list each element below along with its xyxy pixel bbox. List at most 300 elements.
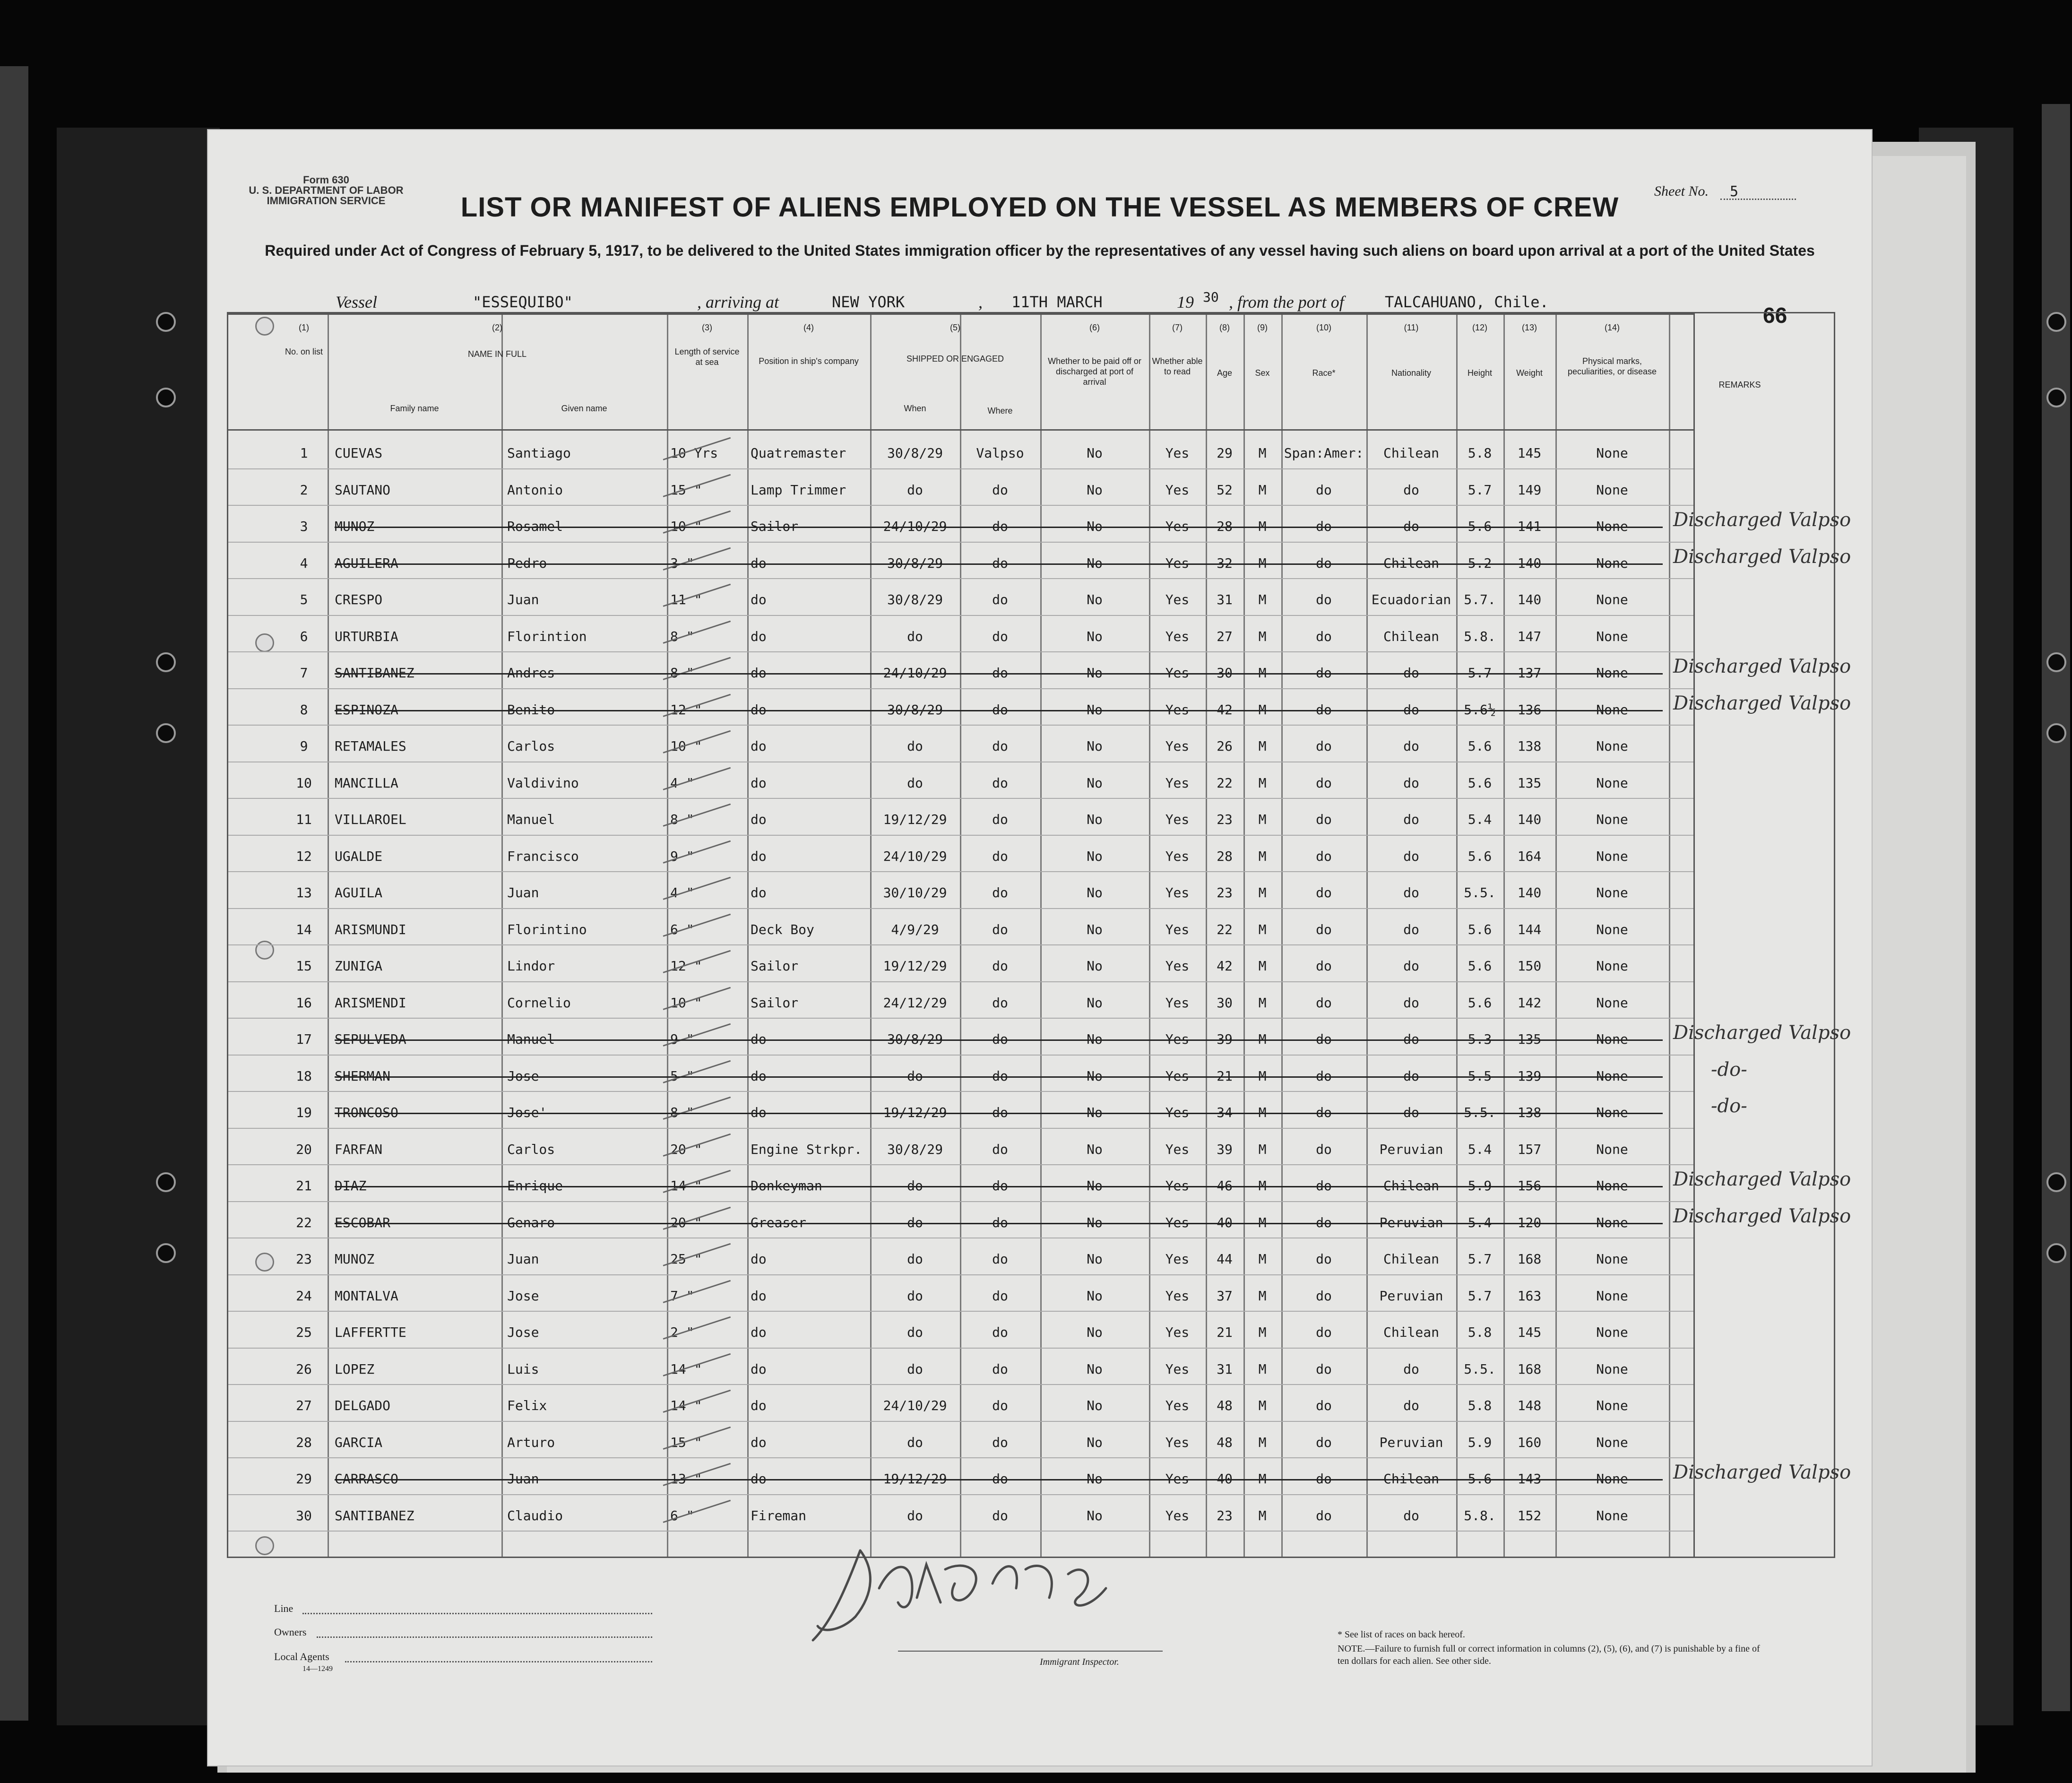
cell-paid: No — [1087, 1324, 1103, 1340]
service-label: IMMIGRATION SERVICE — [267, 195, 386, 207]
cell-age: 44 — [1217, 1251, 1233, 1267]
cell-nationality: Chilean — [1383, 628, 1439, 644]
cell-service: 10 " — [670, 738, 702, 754]
row-rule — [228, 542, 1693, 543]
cell-nationality: do — [1403, 1068, 1419, 1084]
col-when-header: When — [904, 404, 926, 413]
cell-height: 5.6 — [1468, 958, 1492, 974]
col8-number: (8) — [1219, 323, 1230, 332]
cell-paid: No — [1087, 665, 1103, 681]
cell-given: Jose' — [507, 1105, 547, 1120]
cell-age: 31 — [1217, 592, 1233, 607]
cell-paid: No — [1087, 1507, 1103, 1523]
cell-nationality: do — [1403, 995, 1419, 1011]
cell-read: Yes — [1165, 995, 1190, 1011]
cell-position: Sailor — [751, 519, 799, 534]
cell-no: 4 — [300, 555, 308, 571]
cell-read: Yes — [1165, 1105, 1190, 1120]
cell-race: do — [1316, 628, 1332, 644]
cell-where: do — [992, 1068, 1008, 1084]
cell-given: Antonio — [507, 482, 563, 498]
cell-service: 15 " — [670, 1434, 702, 1450]
cell-weight: 140 — [1517, 555, 1542, 571]
remark-text: Discharged Valpso — [1673, 1168, 1851, 1190]
inspector-signature — [803, 1532, 1182, 1654]
cell-read: Yes — [1165, 519, 1190, 534]
cell-paid: No — [1087, 592, 1103, 607]
cell-position: do — [751, 885, 767, 900]
cell-where: do — [992, 555, 1008, 571]
binder-hole — [2046, 652, 2066, 672]
cell-height: 5.6 — [1468, 1471, 1492, 1487]
cell-height: 5.4 — [1468, 812, 1492, 827]
cell-service: 12 " — [670, 958, 702, 974]
cell-no: 27 — [296, 1398, 312, 1413]
cell-when: 30/8/29 — [887, 555, 943, 571]
cell-no: 6 — [300, 628, 308, 644]
cell-no: 1 — [300, 445, 308, 461]
cell-family: SAUTANO — [335, 482, 391, 498]
col-name-header: NAME IN FULL — [467, 349, 527, 359]
cell-paid: No — [1087, 628, 1103, 644]
cell-where: do — [992, 848, 1008, 864]
cell-given: Francisco — [507, 848, 579, 864]
cell-height: 5.7. — [1464, 592, 1496, 607]
row-rule — [228, 725, 1693, 726]
cell-height: 5.6 — [1468, 519, 1492, 534]
col6-number: (6) — [1089, 323, 1100, 332]
cell-when: do — [907, 1214, 923, 1230]
cell-family: MANCILLA — [335, 775, 398, 791]
row-rule — [228, 1311, 1693, 1312]
cell-height: 5.8 — [1468, 1324, 1492, 1340]
binder-hole — [2046, 1172, 2066, 1192]
cell-when: do — [907, 482, 923, 498]
cell-sex: M — [1258, 701, 1267, 718]
film-edge-right — [2042, 104, 2070, 1711]
cell-family: FARFAN — [335, 1141, 383, 1157]
col-line — [1669, 313, 1670, 1557]
cell-where: do — [992, 812, 1008, 827]
cell-age: 28 — [1217, 848, 1233, 864]
form-code: 14—1249 — [302, 1665, 333, 1673]
cell-marks: None — [1596, 1214, 1628, 1230]
cell-nationality: do — [1403, 921, 1419, 937]
cell-when: 24/10/29 — [883, 665, 947, 681]
cell-paid: No — [1087, 1178, 1103, 1194]
cell-race: do — [1316, 848, 1332, 864]
cell-read: Yes — [1165, 738, 1190, 754]
cell-no: 5 — [300, 592, 308, 607]
cell-service: 6 " — [670, 1507, 694, 1523]
col5-number: (5) — [950, 323, 960, 332]
cell-nationality: do — [1403, 1507, 1419, 1523]
binder-hole — [2046, 312, 2066, 332]
local-agents-label: Local Agents — [274, 1651, 329, 1662]
cell-marks: None — [1596, 1398, 1628, 1413]
line-field — [302, 1613, 652, 1614]
cell-nationality: do — [1403, 519, 1419, 534]
cell-given: Florintion — [507, 628, 587, 644]
arrival-port: NEW YORK — [832, 293, 905, 311]
col7-number: (7) — [1172, 323, 1183, 332]
film-edge-left — [0, 66, 28, 1721]
cell-weight: 135 — [1517, 1031, 1542, 1047]
cell-marks: None — [1596, 445, 1628, 461]
sheet-number-label: Sheet No. — [1654, 183, 1709, 199]
cell-when: do — [907, 1288, 923, 1304]
cell-position: do — [751, 1031, 767, 1047]
remark-text: -do- — [1711, 1095, 1747, 1117]
arrival-date: 11TH MARCH — [1011, 293, 1103, 311]
cell-paid: No — [1087, 1068, 1103, 1084]
cell-position: do — [751, 1288, 767, 1304]
cell-paid: No — [1087, 701, 1103, 718]
cell-nationality: Ecuadorian — [1371, 592, 1451, 607]
cell-age: 48 — [1217, 1434, 1233, 1450]
cell-given: Florintino — [507, 921, 587, 937]
cell-age: 23 — [1217, 1507, 1233, 1523]
cell-sex: M — [1258, 1068, 1267, 1084]
departure-port: TALCAHUANO, Chile. — [1385, 293, 1549, 311]
cell-position: do — [751, 1398, 767, 1413]
cell-no: 7 — [300, 665, 308, 681]
cell-read: Yes — [1165, 445, 1190, 461]
cell-marks: None — [1596, 665, 1628, 681]
cell-paid: No — [1087, 1471, 1103, 1487]
cell-position: do — [751, 555, 767, 571]
cell-where: do — [992, 738, 1008, 754]
cell-age: 30 — [1217, 665, 1233, 681]
cell-where: do — [992, 592, 1008, 607]
cell-race: do — [1316, 1507, 1332, 1523]
cell-when: 24/10/29 — [883, 519, 947, 534]
cell-service: 9 " — [670, 1031, 694, 1047]
cell-position: do — [751, 1471, 767, 1487]
cell-weight: 150 — [1517, 958, 1542, 974]
cell-race: do — [1316, 1251, 1332, 1267]
binder-hole — [156, 1172, 176, 1192]
col-weight-header: Weight — [1516, 368, 1543, 378]
cell-nationality: do — [1403, 738, 1419, 754]
cell-family: VILLAROEL — [335, 812, 406, 827]
cell-sex: M — [1258, 519, 1267, 534]
cell-race: do — [1316, 592, 1332, 607]
cell-age: 31 — [1217, 1361, 1233, 1377]
cell-position: do — [751, 628, 767, 644]
cell-nationality: do — [1403, 848, 1419, 864]
cell-position: do — [751, 1068, 767, 1084]
cell-race: do — [1316, 921, 1332, 937]
col9-number: (9) — [1257, 323, 1268, 332]
cell-read: Yes — [1165, 1031, 1190, 1047]
cell-paid: No — [1087, 848, 1103, 864]
cell-family: LOPEZ — [335, 1361, 375, 1377]
col-paid-header: Whether to be paid off or discharged at port of arrival — [1048, 356, 1141, 387]
strikethrough-line — [335, 673, 1663, 675]
cell-when: 4/9/29 — [891, 921, 939, 937]
cell-age: 34 — [1217, 1105, 1233, 1120]
cell-paid: No — [1087, 1434, 1103, 1450]
cell-family: CRESPO — [335, 592, 383, 607]
cell-nationality: Chilean — [1383, 1471, 1439, 1487]
cell-position: Donkeyman — [751, 1178, 822, 1194]
cell-paid: No — [1087, 958, 1103, 974]
cell-weight: 138 — [1517, 1105, 1542, 1120]
cell-given: Jose — [507, 1324, 539, 1340]
cell-age: 28 — [1217, 519, 1233, 534]
cell-read: Yes — [1165, 701, 1190, 718]
col-given-header: Given name — [561, 404, 607, 413]
cell-when: 30/8/29 — [887, 1141, 943, 1157]
cell-given: Manuel — [507, 1031, 555, 1047]
col-race-header: Race* — [1312, 368, 1336, 378]
cell-family: ESPINOZA — [335, 701, 398, 718]
cell-nationality: Chilean — [1383, 1324, 1439, 1340]
row-rule — [228, 1274, 1693, 1275]
cell-family: URTURBIA — [335, 628, 398, 644]
cell-marks: None — [1596, 958, 1628, 974]
cell-service: 15 " — [670, 482, 702, 498]
cell-weight: 136 — [1517, 701, 1542, 718]
cell-given: Juan — [507, 885, 539, 900]
cell-no: 30 — [296, 1507, 312, 1523]
cell-age: 21 — [1217, 1324, 1233, 1340]
cell-marks: None — [1596, 1031, 1628, 1047]
cell-when: 19/12/29 — [883, 958, 947, 974]
cell-given: Cornelio — [507, 995, 571, 1011]
cell-weight: 139 — [1517, 1068, 1542, 1084]
cell-height: 5.8. — [1464, 628, 1496, 644]
cell-position: Sailor — [751, 958, 799, 974]
col-sex-header: Sex — [1255, 368, 1270, 378]
cell-service: 5 " — [670, 1068, 694, 1084]
cell-where: do — [992, 1471, 1008, 1487]
cell-marks: None — [1596, 1471, 1628, 1487]
cell-weight: 142 — [1517, 995, 1542, 1011]
cell-position: do — [751, 592, 767, 607]
cell-age: 23 — [1217, 812, 1233, 827]
cell-sex: M — [1258, 1031, 1267, 1047]
cell-service: 10 " — [670, 995, 702, 1011]
penalty-note: NOTE.—Failure to furnish full or correct information in columns (2), (5), (6), and (7) is punishable by a fine of ten dollars for each alien. See other side. — [1338, 1644, 1760, 1666]
col-where-header: Where — [987, 406, 1013, 415]
cell-weight: 149 — [1517, 482, 1542, 498]
cell-when: do — [907, 1434, 923, 1450]
cell-height: 5.6 — [1468, 738, 1492, 754]
line-label: Line — [274, 1602, 294, 1614]
page-number: 66 — [1763, 303, 1787, 328]
cell-read: Yes — [1165, 1324, 1190, 1340]
year-prefix: 19 — [1177, 293, 1194, 312]
cell-marks: None — [1596, 1507, 1628, 1523]
cell-service: 8 " — [670, 1105, 694, 1120]
cell-age: 26 — [1217, 738, 1233, 754]
cell-nationality: do — [1403, 701, 1419, 718]
cell-no: 17 — [296, 1031, 312, 1047]
cell-sex: M — [1258, 848, 1267, 864]
row-rule — [228, 871, 1693, 872]
cell-family: ARISMUNDI — [335, 921, 406, 937]
cell-paid: No — [1087, 812, 1103, 827]
cell-paid: No — [1087, 1251, 1103, 1267]
cell-position: do — [751, 1324, 767, 1340]
cell-read: Yes — [1165, 482, 1190, 498]
cell-sex: M — [1258, 445, 1267, 461]
cell-service: 4 " — [670, 775, 694, 791]
cell-no: 16 — [296, 995, 312, 1011]
cell-position: do — [751, 1251, 767, 1267]
cell-given: Andres — [507, 665, 555, 681]
form-label: Form 630 — [303, 174, 349, 186]
strikethrough-line — [335, 1076, 1663, 1078]
cell-family: ESCOBAR — [335, 1214, 391, 1230]
cell-family: MUNOZ — [335, 1251, 375, 1267]
cell-marks: None — [1596, 1434, 1628, 1450]
cell-sex: M — [1258, 1105, 1267, 1120]
cell-position: do — [751, 1434, 767, 1450]
cell-nationality: Chilean — [1383, 1178, 1439, 1194]
cell-family: AGUILA — [335, 885, 383, 900]
col-height-header: Height — [1467, 368, 1493, 378]
binder-hole — [2046, 723, 2066, 743]
cell-family: ARISMENDI — [335, 995, 406, 1011]
cell-weight: 141 — [1517, 519, 1542, 534]
arriving-label: , arriving at — [697, 293, 779, 312]
cell-paid: No — [1087, 1398, 1103, 1413]
cell-weight: 168 — [1517, 1251, 1542, 1267]
col-nationality-header: Nationality — [1391, 368, 1432, 378]
binder-hole — [156, 652, 176, 672]
cell-age: 46 — [1217, 1178, 1233, 1194]
cell-paid: No — [1087, 995, 1103, 1011]
cell-family: TRONCOSO — [335, 1105, 398, 1120]
row-rule — [228, 578, 1693, 579]
remark-text: -do- — [1711, 1058, 1747, 1081]
cell-service: 25 " — [670, 1251, 702, 1267]
cell-service: 3 " — [670, 555, 694, 571]
row-rule — [228, 1457, 1693, 1458]
cell-marks: None — [1596, 1361, 1628, 1377]
races-note: * See list of races on back hereof. — [1338, 1629, 1465, 1640]
cell-read: Yes — [1165, 592, 1190, 607]
cell-height: 5.8. — [1464, 1507, 1496, 1523]
cell-marks: None — [1596, 1141, 1628, 1157]
cell-position: Fireman — [751, 1507, 807, 1523]
row-rule — [228, 1091, 1693, 1092]
cell-no: 25 — [296, 1324, 312, 1340]
cell-no: 19 — [296, 1105, 312, 1120]
col2-number: (2) — [492, 323, 502, 332]
cell-no: 2 — [300, 482, 308, 498]
cell-height: 5.3 — [1468, 1031, 1492, 1047]
cell-race: do — [1316, 958, 1332, 974]
cell-where: do — [992, 1507, 1008, 1523]
cell-position: do — [751, 1361, 767, 1377]
cell-race: do — [1316, 812, 1332, 827]
cell-race: do — [1316, 1141, 1332, 1157]
cell-service: 12 " — [670, 701, 702, 718]
cell-where: do — [992, 519, 1008, 534]
cell-race: do — [1316, 1288, 1332, 1304]
cell-given: Luis — [507, 1361, 539, 1377]
col-line — [501, 313, 503, 1557]
cell-paid: No — [1087, 1105, 1103, 1120]
cell-service: 6 " — [670, 921, 694, 937]
cell-when: do — [907, 1068, 923, 1084]
cell-race: do — [1316, 1398, 1332, 1413]
cell-given: Genaro — [507, 1214, 555, 1230]
document-subtitle: Required under Act of Congress of February 5, 1917, to be delivered to the United States immigration officer by the representatives of any vessel having such aliens on board upon arrival at a port of the United States — [265, 242, 1815, 259]
cell-position: Deck Boy — [751, 921, 814, 937]
cell-weight: 164 — [1517, 848, 1542, 864]
cell-paid: No — [1087, 885, 1103, 900]
cell-no: 20 — [296, 1141, 312, 1157]
col-read-header: Whether able to read — [1152, 356, 1203, 376]
cell-given: Enrique — [507, 1178, 563, 1194]
cell-position: do — [751, 701, 767, 718]
cell-sex: M — [1258, 628, 1267, 644]
cell-height: 5.6 — [1468, 775, 1492, 791]
cell-where: do — [992, 1141, 1008, 1157]
cell-position: Quatremaster — [751, 445, 846, 461]
col-remarks-header: REMARKS — [1718, 380, 1761, 389]
comma-separator: , — [978, 293, 983, 312]
cell-read: Yes — [1165, 555, 1190, 571]
cell-family: CUEVAS — [335, 445, 383, 461]
remark-text: Discharged Valpso — [1673, 1462, 1851, 1483]
cell-position: Engine Strkpr. — [751, 1141, 863, 1157]
row-rule — [228, 615, 1693, 616]
col1-number: (1) — [299, 323, 309, 332]
cell-nationality: do — [1403, 885, 1419, 900]
cell-paid: No — [1087, 1214, 1103, 1230]
cell-read: Yes — [1165, 665, 1190, 681]
cell-marks: None — [1596, 482, 1628, 498]
cell-height: 5.9 — [1468, 1178, 1492, 1194]
cell-when: 30/8/29 — [887, 701, 943, 718]
cell-race: do — [1316, 1214, 1332, 1230]
cell-no: 9 — [300, 738, 308, 754]
col11-number: (11) — [1404, 323, 1419, 332]
cell-service: 8 " — [670, 665, 694, 681]
cell-when: do — [907, 1324, 923, 1340]
cell-when: 30/10/29 — [883, 885, 947, 900]
cell-no: 8 — [300, 701, 308, 718]
cell-sex: M — [1258, 1398, 1267, 1413]
cell-race: do — [1316, 995, 1332, 1011]
remark-text: Discharged Valpso — [1673, 656, 1851, 677]
cell-read: Yes — [1165, 1361, 1190, 1377]
cell-no: 23 — [296, 1251, 312, 1267]
row-rule — [228, 981, 1693, 982]
cell-race: do — [1316, 555, 1332, 571]
cell-nationality: do — [1403, 775, 1419, 791]
cell-paid: No — [1087, 738, 1103, 754]
cell-where: do — [992, 1398, 1008, 1413]
cell-paid: No — [1087, 775, 1103, 791]
cell-read: Yes — [1165, 1434, 1190, 1450]
cell-where: do — [992, 1361, 1008, 1377]
col-family-header: Family name — [390, 404, 439, 413]
cell-given: Juan — [507, 1251, 539, 1267]
cell-sex: M — [1258, 738, 1267, 754]
strikethrough-line — [335, 1479, 1663, 1480]
cell-given: Benito — [507, 701, 555, 718]
cell-height: 5.8 — [1468, 445, 1492, 461]
cell-service: 2 " — [670, 1324, 694, 1340]
cell-weight: 143 — [1517, 1471, 1542, 1487]
